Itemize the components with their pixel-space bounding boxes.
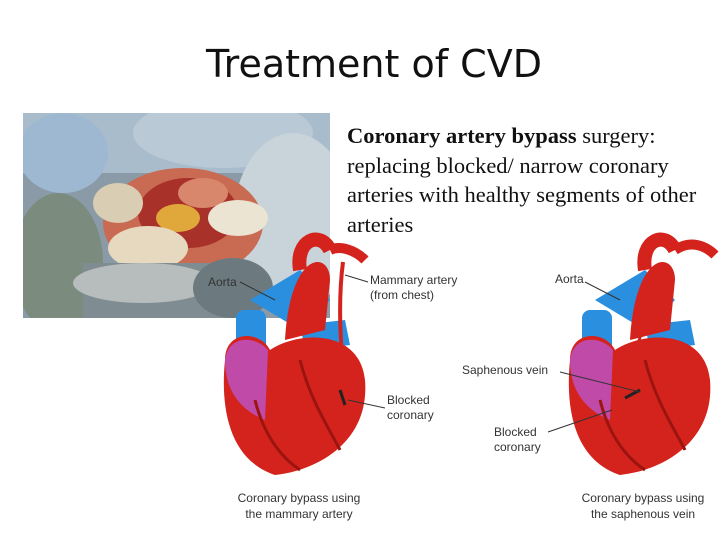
description-bold: Coronary artery bypass xyxy=(347,123,577,148)
left-caption-line1: Coronary bypass using xyxy=(237,491,361,505)
mammary-line2: (from chest) xyxy=(370,288,435,302)
left-aorta-label: Aorta xyxy=(208,275,237,289)
mammary-artery-label xyxy=(370,273,457,303)
left-blocked-label xyxy=(387,393,434,423)
left-heart-illustration xyxy=(224,240,385,475)
right-blocked-line2: coronary xyxy=(494,440,541,454)
mammary-line1: Mammary artery xyxy=(370,273,458,287)
left-caption xyxy=(218,490,380,522)
right-caption xyxy=(562,490,720,522)
slide-title: Treatment of CVD xyxy=(206,42,542,86)
right-blocked-label xyxy=(494,425,541,455)
saphenous-vein-label: Saphenous vein xyxy=(462,363,549,377)
left-blocked-line1: Blocked xyxy=(387,393,430,407)
left-caption-line2: the mammary artery xyxy=(245,507,353,521)
right-caption-line1: Coronary bypass using xyxy=(581,491,705,505)
right-caption-line2: the saphenous vein xyxy=(590,507,696,521)
right-aorta-label: Aorta xyxy=(555,272,584,286)
description-text: surgery: replacing blocked/ narrow coronary arteries with healthy segments of other arteries xyxy=(347,123,697,237)
left-blocked-line2: coronary xyxy=(387,408,434,422)
right-blocked-line1: Blocked xyxy=(494,425,537,439)
